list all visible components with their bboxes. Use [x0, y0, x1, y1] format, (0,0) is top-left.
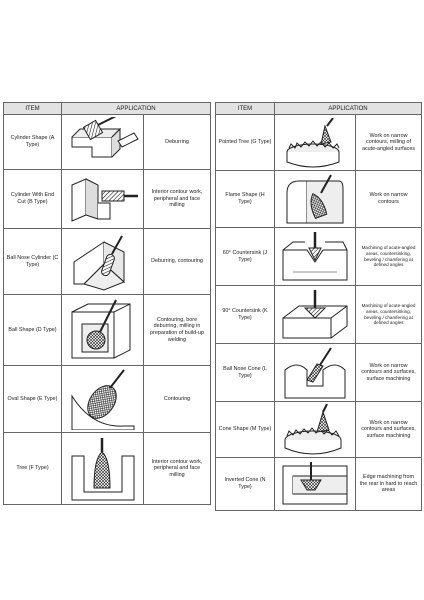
table-row	[216, 286, 422, 344]
left-burr-table	[3, 102, 211, 505]
application-text: Work on narrow contours, milling of acute-angled surfaces	[356, 115, 422, 171]
countersink-90-burr-icon	[275, 286, 356, 344]
application-text: Machining of acute-angled areas, countersinking, beveling / chamfering at defined angles	[356, 228, 422, 286]
item-name: Cylinder With End Cut (B Type)	[4, 170, 62, 229]
item-name: Cylinder Shape (A Type)	[4, 115, 62, 170]
table-row	[216, 115, 422, 171]
item-name: 90° Countersink (K Type)	[216, 286, 275, 344]
application-header: APPLICATION	[275, 103, 422, 115]
application-text: Edge machining from the rear in hard to reach areas	[356, 458, 422, 511]
item-name: Ball Nose Cone (L Type)	[216, 344, 275, 402]
application-text: Interior contour work, peripheral and face milling	[144, 170, 211, 229]
item-name: Pointed Tree (G Type)	[216, 115, 275, 171]
ball-burr-icon	[62, 295, 144, 366]
table-row	[4, 229, 211, 295]
application-text: Interior contour work, peripheral and face milling	[144, 433, 211, 505]
item-name: Inverted Cone (N Type)	[216, 458, 275, 511]
table-row	[216, 228, 422, 286]
item-name: Tree (F Type)	[4, 433, 62, 505]
table-row	[4, 170, 211, 229]
tree-burr-icon	[62, 433, 144, 505]
item-name: 60° Countersink (J Type)	[216, 228, 275, 286]
right-burr-table	[215, 102, 422, 511]
item-name: Ball Shape (D Type)	[4, 295, 62, 366]
table-row	[216, 458, 422, 511]
item-name: Ball Nose Cylinder (C Type)	[4, 229, 62, 295]
cone-burr-icon	[275, 402, 356, 458]
ball-nose-cylinder-burr-icon	[62, 229, 144, 295]
application-text: Work on narrow contours	[356, 171, 422, 228]
application-text: Deburring	[144, 115, 211, 170]
table-row	[216, 171, 422, 228]
inverted-cone-burr-icon	[275, 458, 356, 511]
application-text: Work on narrow contours and surfaces, surface machining	[356, 402, 422, 458]
cylinder-end-cut-burr-icon	[62, 170, 144, 229]
item-header: ITEM	[216, 103, 275, 115]
application-text: Contouring, bore deburring, milling in preparation of build-up welding	[144, 295, 211, 366]
table-row	[216, 402, 422, 458]
application-text: Work on narrow contours and surfaces, surface machining	[356, 344, 422, 402]
application-text: Contouring	[144, 366, 211, 433]
cylinder-burr-icon	[62, 115, 144, 170]
flame-burr-icon	[275, 171, 356, 228]
pointed-tree-burr-icon	[275, 115, 356, 171]
table-row	[4, 366, 211, 433]
ball-nose-cone-burr-icon	[275, 344, 356, 402]
oval-burr-icon	[62, 366, 144, 433]
application-header: APPLICATION	[62, 103, 211, 115]
application-text: Machining of acute-angled areas, countersinking, beveling / chamfering at defined angles	[356, 286, 422, 344]
table-row	[4, 115, 211, 170]
table-row	[216, 344, 422, 402]
item-name: Oval Shape (E Type)	[4, 366, 62, 433]
item-name: Cone Shape (M Type)	[216, 402, 275, 458]
item-name: Flame Shape (H Type)	[216, 171, 275, 228]
application-text: Deburring, contouring	[144, 229, 211, 295]
table-row	[4, 433, 211, 505]
countersink-60-burr-icon	[275, 228, 356, 286]
item-header: ITEM	[4, 103, 62, 115]
table-row	[4, 295, 211, 366]
